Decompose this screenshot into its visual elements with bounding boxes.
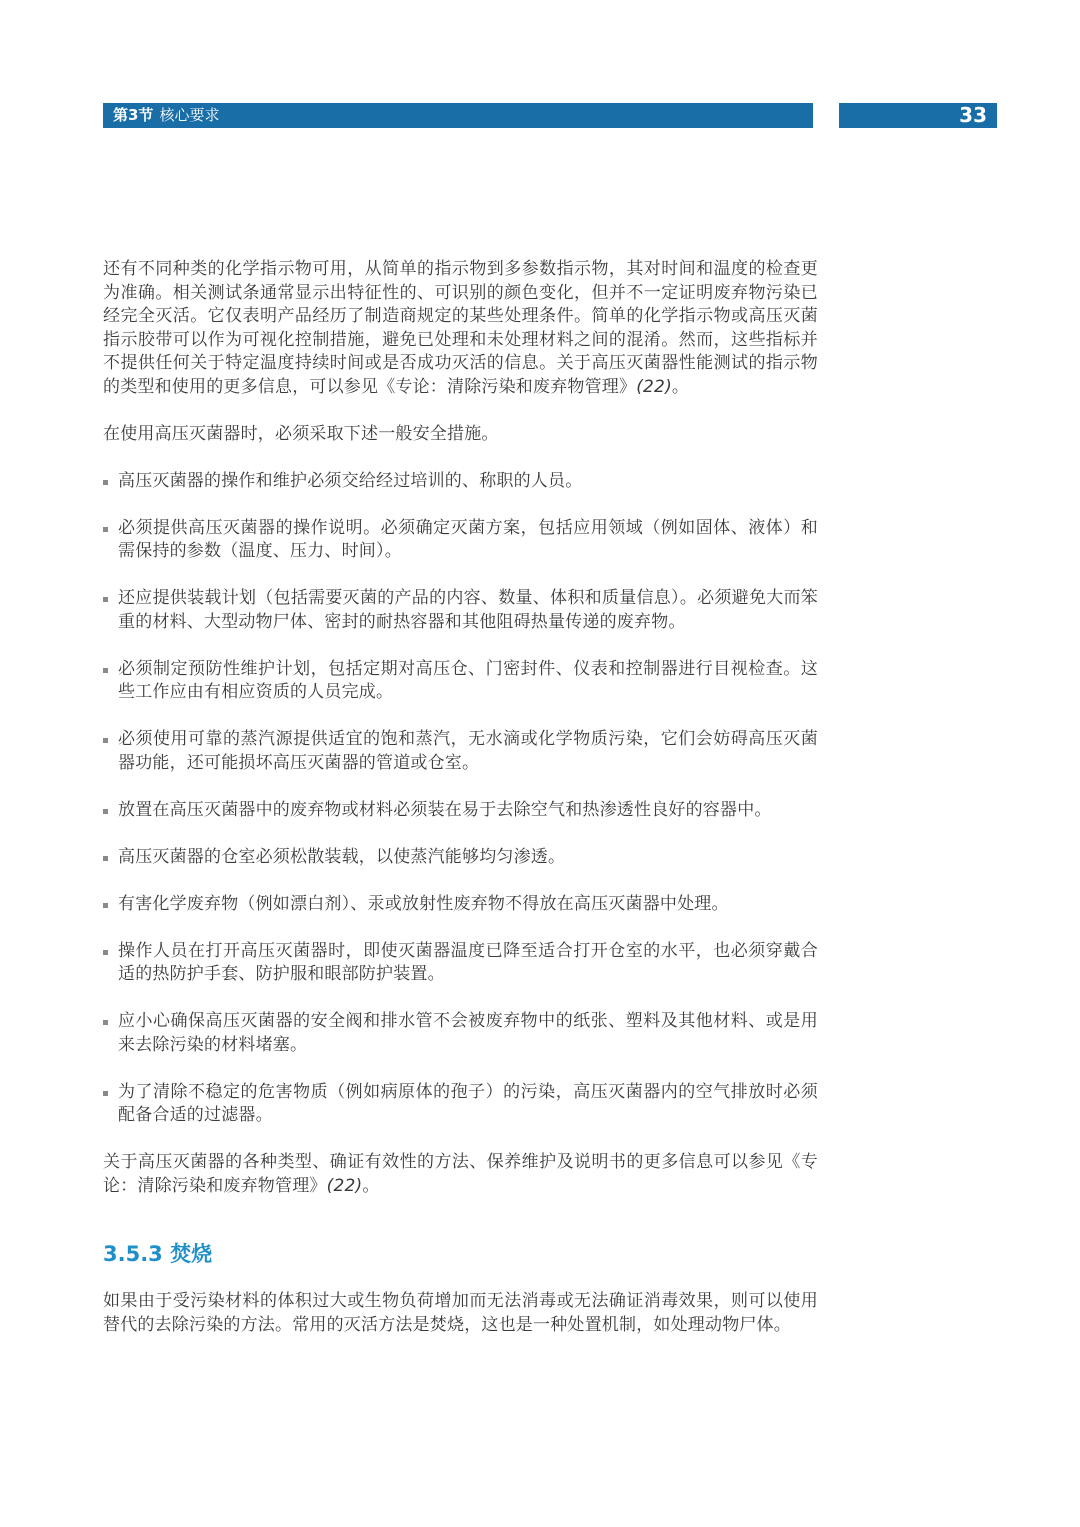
section-label: 第3节 (113, 106, 154, 124)
closing-text: 关于高压灭菌器的各种类型、确证有效性的方法、保养维护及说明书的更多信息可以参见《专论：清除污染和废弃物管理》 (103, 1152, 818, 1196)
bullet-icon (103, 527, 108, 532)
page-content (103, 258, 818, 1361)
list-item (103, 940, 818, 987)
list-item-text: 高压灭菌器的仓室必须松散装载，以使蒸汽能够均匀渗透。 (118, 846, 566, 867)
section-header-bar (103, 103, 813, 128)
list-item-text: 必须制定预防性维护计划，包括定期对高压仓、门密封件、仪表和控制器进行目视检查。这些工作应由有相应资质的人员完成。 (118, 658, 818, 702)
list-item-text: 必须使用可靠的蒸汽源提供适宜的饱和蒸汽，无水滴或化学物质污染，它们会妨碍高压灭菌器功能，还可能损坏高压灭菌器的管道或仓室。 (118, 729, 818, 773)
bullet-icon (103, 809, 108, 814)
incineration-paragraph: 如果由于受污染材料的体积过大或生物负荷增加而无法消毒或无法确证消毒效果，则可以使用替代的去除污染的方法。常用的灭活方法是焚烧，这也是一种处置机制，如处理动物尸体。 (103, 1291, 818, 1335)
intro-end: 。 (671, 376, 690, 397)
list-item-text: 放置在高压灭菌器中的废弃物或材料必须装在易于去除空气和热渗透性良好的容器中。 (118, 799, 772, 820)
page-number: 33 (839, 103, 997, 128)
bullet-icon (103, 668, 108, 673)
bullet-icon (103, 950, 108, 955)
list-item-text: 高压灭菌器的操作和维护必须交给经过培训的、称职的人员。 (118, 470, 583, 491)
list-item (103, 1010, 818, 1057)
intro-citation: (22) (636, 376, 672, 397)
list-item (103, 893, 818, 917)
intro-text: 还有不同种类的化学指示物可用，从简单的指示物到多参数指示物，其对时间和温度的检查更为准确。相关测试条通常显示出特征性的、可识别的颜色变化，但并不一定证明废弃物污染已经完全灭活。它仅表明产品经历了制造商规定的某些处理条件。简单的化学指示物或高压灭菌指示胶带可以作为可视化控制措施，避免已处理和未处理材料之间的混淆。然而，这些指标并不提供任何关于特定温度持续时间或是否成功灭活的信息。关于高压灭菌器性能测试的指示物的类型和使用的更多信息，可以参见《专论：清除污染和废弃物管理》 (103, 259, 818, 397)
bullet-icon (103, 597, 108, 602)
list-item (103, 470, 818, 494)
list-item-text: 必须提供高压灭菌器的操作说明。必须确定灭菌方案，包括应用领域（例如固体、液体）和需保持的参数（温度、压力、时间）。 (118, 517, 818, 561)
list-item (103, 517, 818, 564)
safety-lead-paragraph: 在使用高压灭菌器时，必须采取下述一般安全措施。 (103, 423, 499, 444)
list-item (103, 658, 818, 705)
list-item (103, 799, 818, 823)
section-title: 核心要求 (159, 106, 220, 124)
list-item (103, 1081, 818, 1128)
list-item-text: 有害化学废弃物（例如漂白剂）、汞或放射性废弃物不得放在高压灭菌器中处理。 (118, 893, 729, 914)
list-item (103, 728, 818, 775)
bullet-icon (103, 480, 108, 485)
bullet-icon (103, 1091, 108, 1096)
list-item-text: 还应提供装载计划（包括需要灭菌的产品的内容、数量、体积和质量信息）。必须避免大而笨重的材料、大型动物尸体、密封的耐热容器和其他阻碍热量传递的废弃物。 (118, 588, 818, 632)
list-item (103, 587, 818, 634)
bullet-icon (103, 856, 108, 861)
closing-end: 。 (362, 1175, 380, 1196)
bullet-icon (103, 1020, 108, 1025)
bullet-icon (103, 903, 108, 908)
list-item-text: 为了清除不稳定的危害物质（例如病原体的孢子）的污染，高压灭菌器内的空气排放时必须配备合适的过滤器。 (118, 1081, 818, 1125)
closing-paragraph (103, 1151, 818, 1198)
safety-measures-list (103, 470, 818, 1128)
bullet-icon (103, 738, 108, 743)
list-item-text: 操作人员在打开高压灭菌器时，即使灭菌器温度已降至适合打开仓室的水平，也必须穿戴合适的热防护手套、防护服和眼部防护装置。 (118, 940, 818, 984)
list-item-text: 应小心确保高压灭菌器的安全阀和排水管不会被废弃物中的纸张、塑料及其他材料、或是用来去除污染的材料堵塞。 (118, 1011, 818, 1055)
list-item (103, 846, 818, 870)
intro-paragraph (103, 258, 818, 399)
closing-citation: (22) (326, 1175, 363, 1196)
section-heading: 3.5.3 焚烧 (103, 1242, 213, 1266)
